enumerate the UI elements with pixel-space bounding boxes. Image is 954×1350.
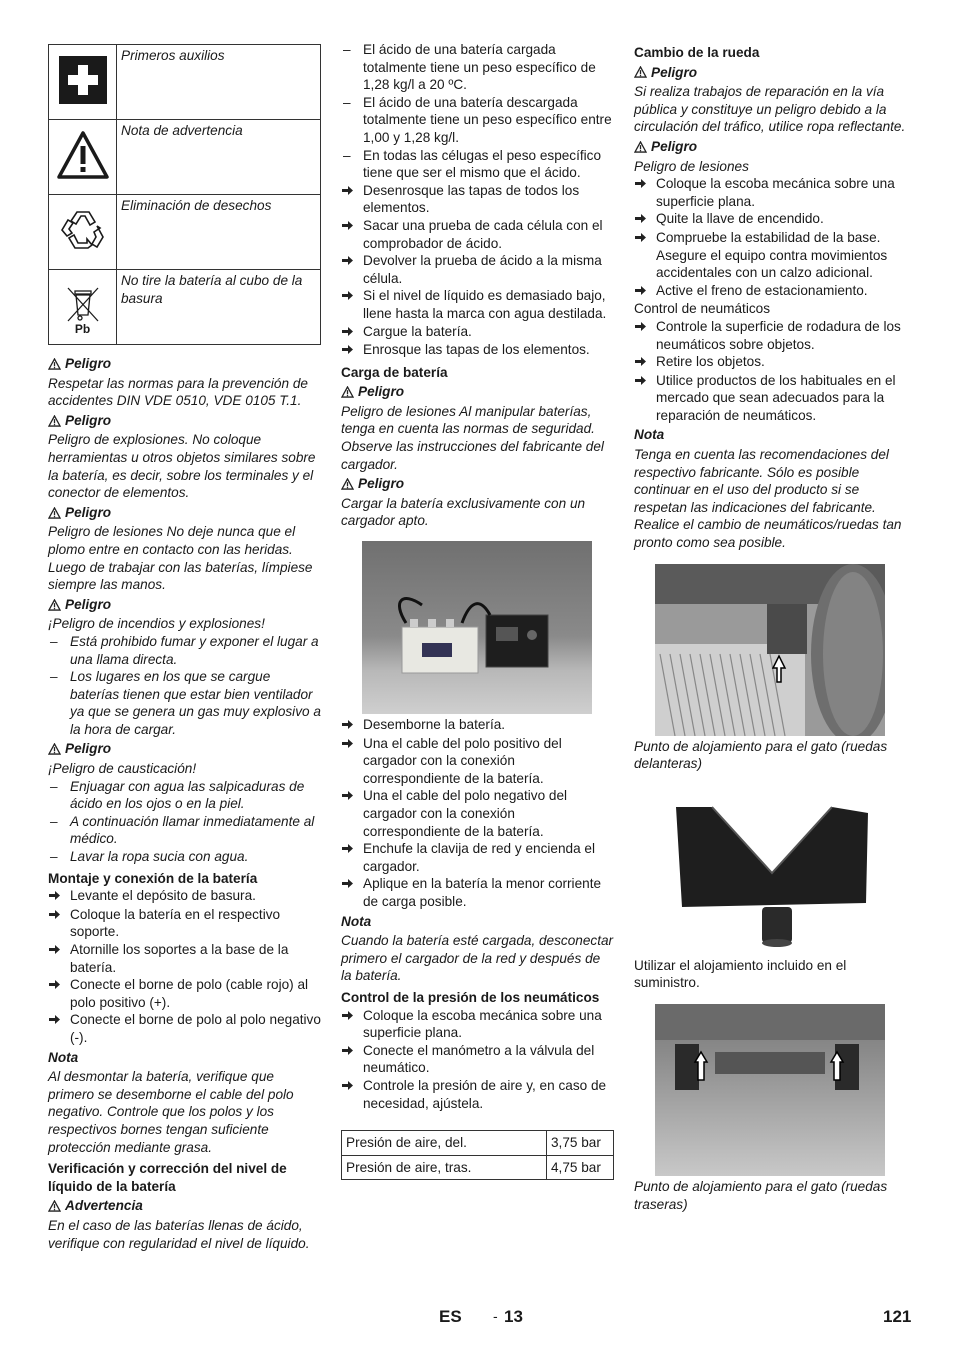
step-item: Enrosque las tapas de los elementos.: [341, 341, 614, 360]
arrow-icon: [341, 344, 354, 355]
warning-icon: [48, 743, 61, 755]
step-item: Una el cable del polo negativo del cargador con la conexión correspondiente de la batería.: [341, 787, 614, 840]
arrow-icon: [48, 979, 61, 990]
column-right: [634, 44, 907, 1213]
warning-text: Peligro de explosiones. No coloque herramientas u otros objetos similares sobre la batería, es decir, sobre los terminales y el conector de elementos.: [48, 432, 316, 501]
warning-icon: [48, 1200, 61, 1212]
step-item: Atornille los soportes a la base de la batería.: [48, 941, 321, 976]
table-cell: 4,75 bar: [547, 1155, 614, 1180]
page-number: 121: [883, 1307, 912, 1326]
section-heading: Carga de batería: [341, 364, 448, 380]
section-heading: Cambio de la rueda: [634, 45, 760, 60]
warning-text: Respetar las normas para la prevención de accidentes DIN VDE 0510, VDE 0105 T.1.: [48, 375, 308, 409]
list-item: – Enjuagar con agua las salpicaduras de ácido en los ojos o en la piel.: [50, 778, 305, 812]
arrow-icon: [341, 1045, 354, 1056]
arrow-icon: [341, 220, 354, 231]
warning-text: En el caso de las baterías llenas de ácido, verifique con regularidad el nivel de líquido.: [48, 1217, 310, 1251]
note-text: Cuando la batería esté cargada, desconectar primero el cargador de la red y después de la batería.: [341, 933, 614, 984]
warning-text: ¡Peligro de causticación!: [48, 761, 197, 777]
warning-text: Peligro de lesiones: [634, 158, 749, 174]
step-item: Controle la superficie de rodadura de los neumáticos sobre objetos.: [634, 318, 907, 353]
warning-heading: Peligro: [48, 355, 321, 373]
step-item: Coloque la escoba mecánica sobre una superficie plana.: [634, 175, 907, 210]
figure-caption: Utilizar el alojamiento incluido en el suministro.: [634, 957, 847, 991]
note-text: Tenga en cuenta las recomendaciones del respectivo fabricante. Sólo es posible continuar en el uso del producto si se respetan las indicaciones del fabricante. Realice el cambio de neumáticos/ruedas tan pronto como sea posible.: [634, 447, 902, 551]
arrow-icon: [634, 232, 647, 243]
list-item: – El ácido de una batería descargada totalmente tiene un peso específico entre 1,00 y 1,28 kg/l.: [343, 94, 612, 145]
step-item: Aplique en la batería la menor corriente de carga posible.: [341, 875, 614, 910]
step-item: Conecte el borne de polo al polo negativo (-).: [48, 1011, 321, 1046]
column-middle: [341, 41, 614, 1180]
table-cell: Presión de aire, del.: [342, 1131, 547, 1156]
section-heading: Control de la presión de los neumáticos: [341, 989, 600, 1005]
step-item: Cargue la batería.: [341, 323, 614, 342]
figure-caption: Punto de alojamiento para el gato (ruedas traseras): [634, 1179, 888, 1212]
list-item: – Los lugares en los que se cargue baterías tienen que estar bien ventilador ya que se genera un gas muy explosivo a la hora de cargar.: [50, 669, 321, 737]
step-item: Coloque la escoba mecánica sobre una superficie plana.: [341, 1007, 614, 1042]
arrow-icon: [341, 738, 354, 749]
arrow-icon: [634, 285, 647, 296]
warning-heading: Peligro: [341, 475, 614, 493]
step-item: Active el freno de estacionamiento.: [634, 282, 907, 301]
step-item: Retire los objetos.: [634, 353, 907, 372]
warning-text: Peligro de lesiones No deje nunca que el plomo entre en contacto con las heridas. Luego de trabajar con las baterías, límpiese siempre las manos.: [48, 524, 313, 593]
warning-heading: Peligro: [48, 504, 321, 522]
figure-caption: Punto de alojamiento para el gato (ruedas delanteras): [634, 738, 888, 772]
note-heading: Nota: [48, 1049, 79, 1065]
arrow-icon: [341, 255, 354, 266]
tyre-pressure-table: [341, 1130, 614, 1180]
step-item: Compruebe la estabilidad de la base. Asegure el equipo contra movimientos accidentales con un calzo adicional.: [634, 229, 907, 282]
battery-charger-photo: [362, 541, 592, 714]
symbol-text: No tire la batería al cubo de la basura: [117, 270, 321, 345]
warning-text: Si realiza trabajos de reparación en la vía pública y constituye un peligro debido a la circulación del tráfico, utilice ropa reflectante.: [634, 84, 906, 135]
arrow-icon: [341, 1080, 354, 1091]
arrow-icon: [341, 878, 354, 889]
jack-adapter-photo: [672, 803, 872, 951]
warning-triangle-icon: [56, 130, 110, 180]
warning-heading: Peligro: [341, 383, 614, 401]
column-left: [48, 44, 321, 1252]
lead-symbol-label: Pb: [74, 322, 91, 336]
warning-heading: Peligro: [48, 596, 321, 614]
footer-dash: -: [493, 1308, 498, 1324]
symbol-text: Nota de advertencia: [117, 120, 321, 195]
table-row: [49, 120, 321, 195]
list-item: – El ácido de una batería cargada totalmente tiene un peso específico de 1,28 kg/l a 20 ºC.: [343, 42, 596, 93]
warning-text: Peligro de lesiones Al manipular baterías, tenga en cuenta las normas de seguridad. Observe las instrucciones del fabricante del cargador.: [341, 403, 604, 472]
footer-section-page: 13: [504, 1307, 523, 1326]
footer-language: ES: [439, 1307, 462, 1326]
warning-icon: [48, 507, 61, 519]
arrow-icon: [634, 375, 647, 386]
warning-icon: [634, 141, 647, 153]
arrow-icon: [341, 1010, 354, 1021]
note-heading: Nota: [634, 427, 665, 443]
arrow-icon: [634, 178, 647, 189]
step-item: Conecte el borne de polo (cable rojo) al polo positivo (+).: [48, 976, 321, 1011]
step-item: Devolver la prueba de ácido a la misma célula.: [341, 252, 614, 287]
warning-icon: [48, 599, 61, 611]
table-row: [49, 195, 321, 270]
crossed-bin-icon: [63, 283, 103, 327]
step-item: Enchufe la clavija de red y encienda el cargador.: [341, 840, 614, 875]
section-heading: Verificación y corrección del nivel de líquido de la batería: [48, 1161, 287, 1194]
step-item: Desemborne la batería.: [341, 716, 614, 735]
subheading-text: Control de neumáticos: [634, 301, 771, 317]
arrow-icon: [341, 790, 354, 801]
table-row: [342, 1155, 614, 1180]
table-row: [342, 1131, 614, 1156]
step-item: Si el nivel de líquido es demasiado bajo, llene hasta la marca con agua destilada.: [341, 287, 614, 322]
table-cell: 3,75 bar: [547, 1131, 614, 1156]
warning-icon: [48, 358, 61, 370]
step-item: Sacar una prueba de cada célula con el comprobador de ácido.: [341, 217, 614, 252]
arrow-icon: [341, 719, 354, 730]
table-row: [49, 45, 321, 120]
list-item: – En todas las célugas el peso específico tiene que ser el mismo que el ácido.: [343, 147, 602, 181]
warning-heading: Peligro: [48, 412, 321, 430]
note-text: Al desmontar la batería, verifique que primero se desemborne el cable del polo negativo. Controle que los polos y los respectivos bornes tengan suficiente protección mediante grasa.: [48, 1069, 294, 1155]
symbol-table: [48, 44, 321, 345]
arrow-icon: [341, 326, 354, 337]
warning-heading: Peligro: [634, 64, 907, 82]
list-item: – A continuación llamar inmediatamente al médico.: [50, 813, 315, 847]
step-item: Desenrosque las tapas de todos los elementos.: [341, 182, 614, 217]
step-item: Levante el depósito de basura.: [48, 887, 321, 906]
arrow-icon: [341, 843, 354, 854]
warning-icon: [341, 386, 354, 398]
arrow-icon: [634, 213, 647, 224]
step-item: Controle la presión de aire y, en caso de necesidad, ajústela.: [341, 1077, 614, 1112]
list-item: – Lavar la ropa sucia con agua.: [50, 849, 249, 865]
warning-text: Cargar la batería exclusivamente con un cargador apto.: [341, 495, 586, 529]
first-aid-icon: [58, 55, 108, 105]
symbol-text: Primeros auxilios: [117, 45, 321, 120]
arrow-icon: [48, 909, 61, 920]
list-item: – Está prohibido fumar y exponer el lugar a una llama directa.: [50, 633, 319, 667]
table-row: [49, 270, 321, 345]
step-item: Utilice productos de los habituales en el mercado que sean adecuados para la reparación de neumáticos.: [634, 372, 907, 425]
arrow-icon: [48, 944, 61, 955]
step-item: Coloque la batería en el respectivo soporte.: [48, 906, 321, 941]
step-item: Conecte el manómetro a la válvula del neumático.: [341, 1042, 614, 1077]
section-heading: Montaje y conexión de la batería: [48, 870, 258, 886]
symbol-text: Eliminación de desechos: [117, 195, 321, 270]
table-cell: Presión de aire, tras.: [342, 1155, 547, 1180]
recycle-icon: [57, 206, 109, 254]
note-heading: Nota: [341, 913, 372, 929]
warning-heading: Peligro: [634, 138, 907, 156]
arrow-icon: [634, 356, 647, 367]
step-item: Quite la llave de encendido.: [634, 210, 907, 229]
arrow-icon: [341, 290, 354, 301]
arrow-icon: [634, 321, 647, 332]
rear-jack-point-photo: [655, 1004, 885, 1176]
warning-icon: [48, 415, 61, 427]
warning-heading: Peligro: [48, 740, 321, 758]
arrow-icon: [48, 1014, 61, 1025]
arrow-icon: [48, 890, 61, 901]
step-item: Una el cable del polo positivo del cargador con la conexión correspondiente de la batería.: [341, 735, 614, 788]
arrow-icon: [341, 185, 354, 196]
warning-icon: [341, 478, 354, 490]
front-jack-point-photo: [655, 564, 885, 736]
warning-heading: Advertencia: [48, 1197, 321, 1215]
warning-text: ¡Peligro de incendios y explosiones!: [48, 616, 265, 632]
warning-icon: [634, 66, 647, 78]
